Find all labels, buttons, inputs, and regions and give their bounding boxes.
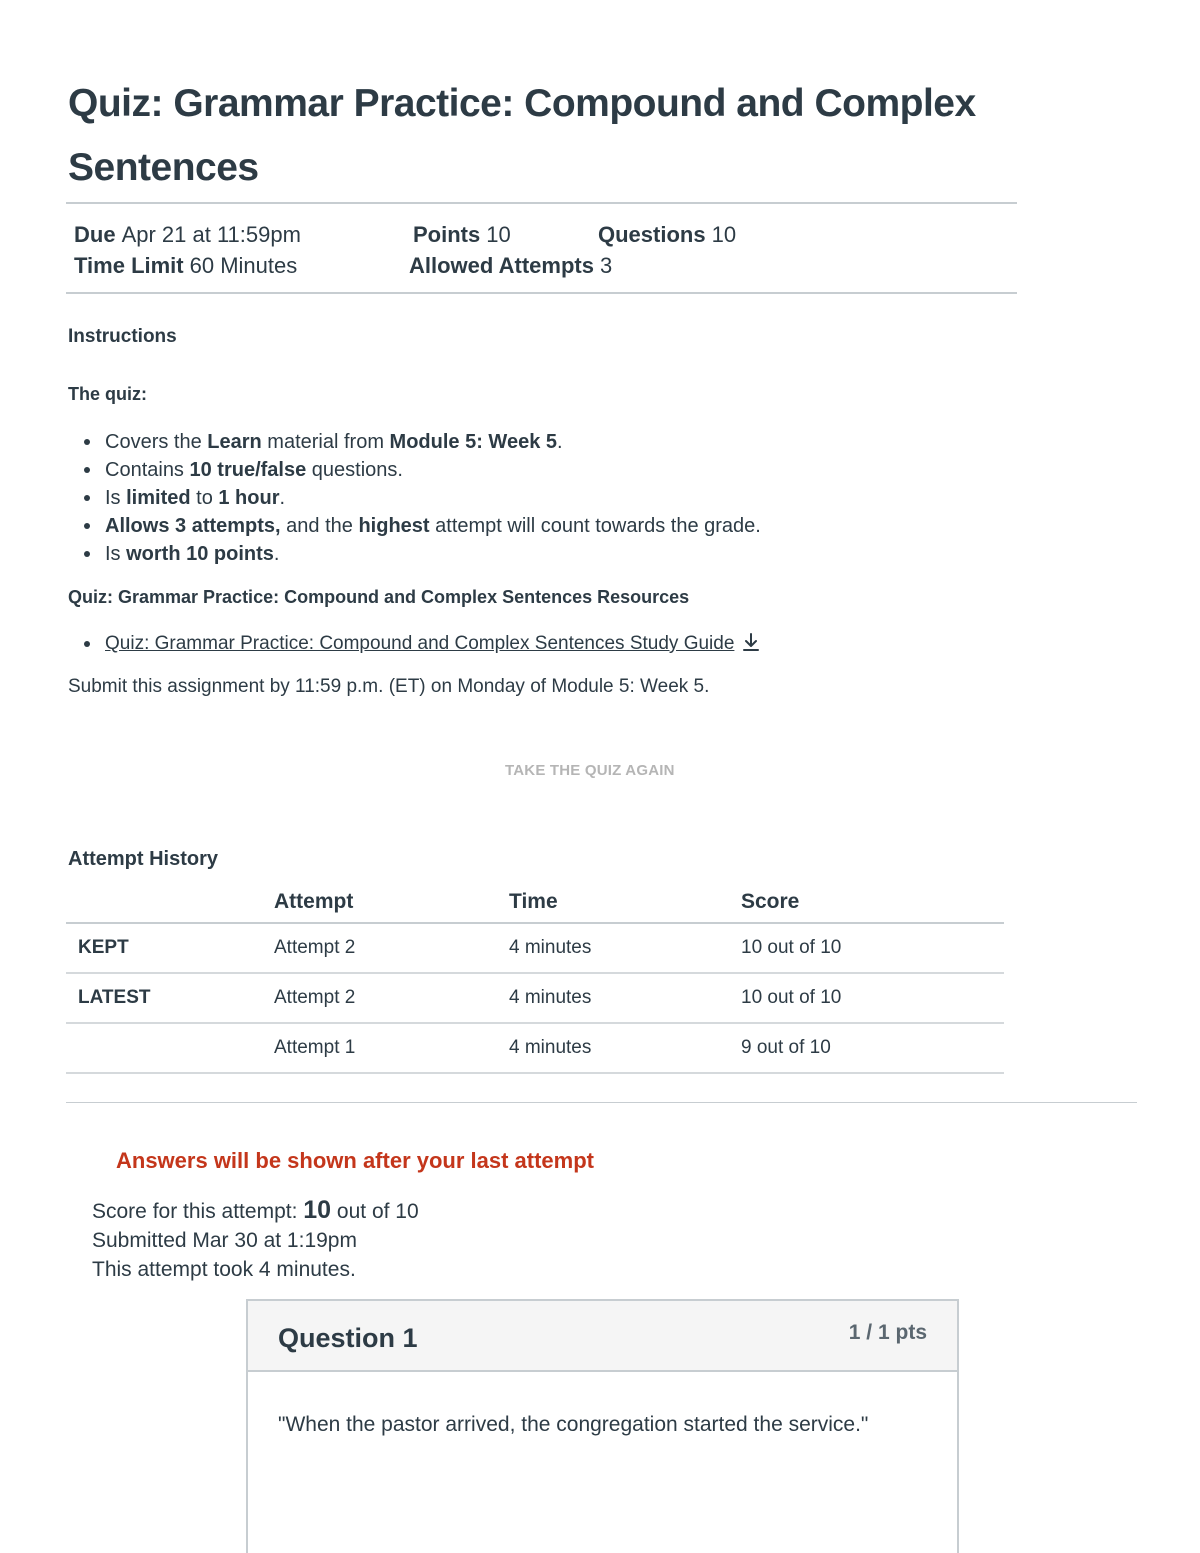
questions-value: 10 [711,222,737,247]
resources-list [84,630,762,658]
attempt-history-table [66,880,1004,1074]
study-guide-link[interactable]: Quiz: Grammar Practice: Compound and Complex Sentences Study Guide [105,633,735,654]
score-suffix: out of 10 [331,1200,419,1223]
take-quiz-again-button[interactable]: TAKE THE QUIZ AGAIN [505,762,675,779]
answers-notice: Answers will be shown after your last attempt [116,1148,594,1173]
score-line [92,1196,419,1226]
due-value: Apr 21 at 11:59pm [121,222,301,247]
list-item: Contains 10 true/false questions. [84,456,761,484]
allowed-attempts [409,250,612,281]
divider [66,292,1017,294]
list-item: Is limited to 1 hour. [84,484,761,512]
submit-note: Submit this assignment by 11:59 p.m. (ET) on Monday of Module 5: Week 5. [68,676,710,697]
list-item: Covers the Learn material from Module 5: Week 5. [84,428,761,456]
attempt-history-heading: Attempt History [68,848,219,870]
due-date [74,219,301,250]
attempt-score: 10 out of 10 [741,937,842,958]
column-header-score: Score [741,890,800,913]
attempt-time: 4 minutes [509,1037,592,1058]
attempt-time: 4 minutes [509,987,592,1008]
resources-heading: Quiz: Grammar Practice: Compound and Complex Sentences Resources [68,587,690,607]
questions-count [598,219,736,250]
column-header-attempt: Attempt [274,890,354,913]
score-prefix: Score for this attempt: [92,1200,304,1223]
attempt-score: 10 out of 10 [741,987,842,1008]
points [413,219,511,250]
attempt-time: 4 minutes [509,937,592,958]
attempt-link[interactable]: Attempt 1 [274,1037,356,1058]
duration-line: This attempt took 4 minutes. [92,1258,356,1281]
question-text: "When the pastor arrived, the congregation started the service." [278,1413,869,1436]
divider [66,202,1017,204]
allowed-attempts-value: 3 [599,253,613,278]
attempt-link[interactable]: Attempt 2 [274,987,356,1008]
time-limit-value: 60 Minutes [189,253,298,278]
time-limit-label: Time Limit [74,253,184,278]
download-icon[interactable] [740,631,762,653]
time-limit [74,250,297,281]
divider [66,1102,1137,1103]
table-row [66,974,1004,1024]
table-header [66,880,1004,924]
page-title: Quiz: Grammar Practice: Compound and Complex Sentences [68,82,976,189]
list-item: Is worth 10 points. [84,540,761,568]
instructions-list [84,428,761,568]
points-label: Points [413,222,481,247]
submitted-line: Submitted Mar 30 at 1:19pm [92,1229,357,1252]
attempt-summary [92,1196,419,1284]
attempt-score: 9 out of 10 [741,1037,831,1058]
row-status: LATEST [78,987,151,1008]
questions-label: Questions [598,222,706,247]
question-header [248,1301,957,1372]
attempt-link[interactable]: Attempt 2 [274,937,356,958]
list-item [84,630,762,658]
allowed-attempts-label: Allowed Attempts [409,253,594,278]
points-value: 10 [486,222,511,247]
question-points: 1 / 1 pts [848,1321,927,1344]
table-row [66,924,1004,974]
quiz-label: The quiz: [68,384,147,404]
due-label: Due [74,222,116,247]
list-item: Allows 3 attempts, and the highest attempt will count towards the grade. [84,512,761,540]
instructions-heading: Instructions [68,326,177,347]
column-header-time: Time [509,890,558,913]
row-status: KEPT [78,937,129,958]
table-row [66,1024,1004,1074]
question-title: Question 1 [278,1323,418,1353]
score-value: 10 [303,1196,332,1224]
question-card [246,1299,959,1553]
